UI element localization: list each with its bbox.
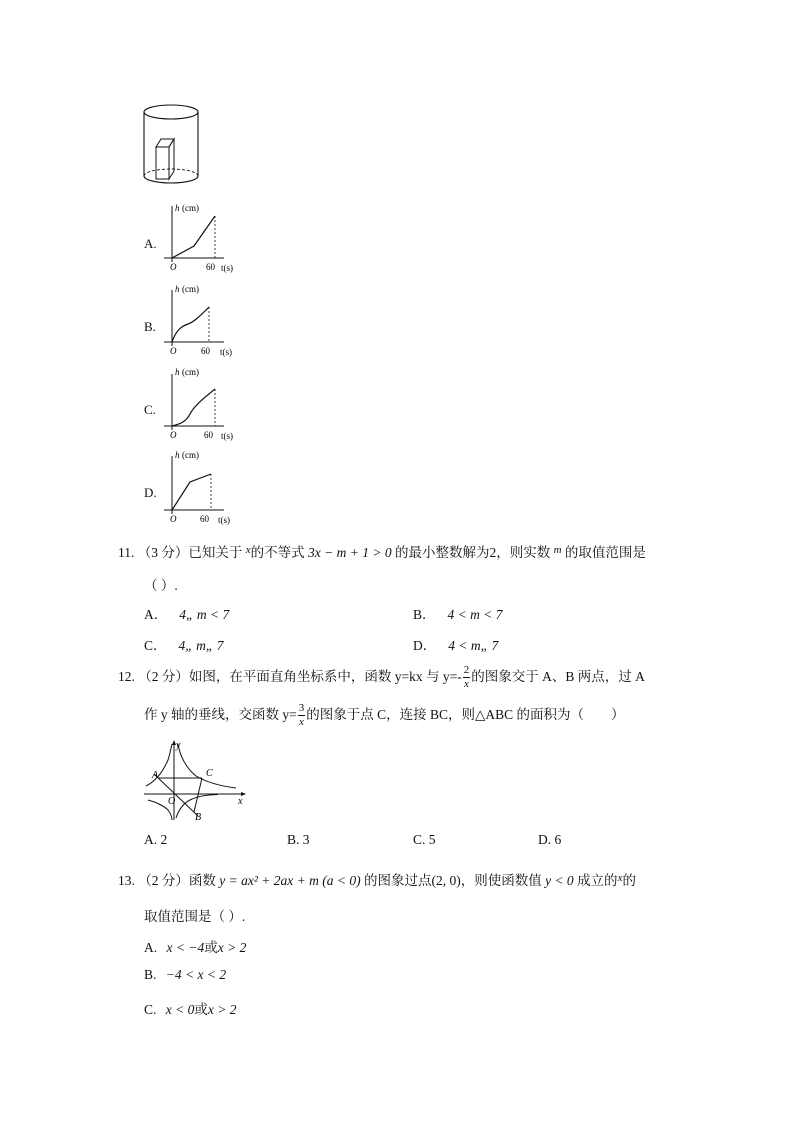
origin-label: O <box>170 262 177 272</box>
question-score: （2 分） <box>138 669 189 684</box>
option-label: A． <box>144 607 168 622</box>
fig-point-b: B <box>195 812 202 823</box>
q13-text: 成立的 <box>577 873 618 888</box>
option-join: 或 <box>204 940 218 955</box>
option-expr: x < 0 <box>165 1002 195 1017</box>
option-expr: x < −4 <box>166 940 205 955</box>
axis-h-unit: (cm) <box>182 203 199 213</box>
fig-point-a: A <box>152 770 159 781</box>
question-number: 12. <box>118 669 135 684</box>
option-label: C． <box>144 638 167 653</box>
axis-h-unit: (cm) <box>182 367 199 377</box>
axis-t: t(s) <box>221 263 233 273</box>
cylinder-figure <box>138 100 204 190</box>
option-expr: 4„ m < 7 <box>179 607 230 622</box>
q12-text: 的图象交于 A、B 两点，过 A <box>471 669 645 684</box>
inequality: 3x − m + 1 > 0 <box>308 545 392 560</box>
q11-text: 已知关于 <box>188 545 243 560</box>
option-label: B. <box>144 967 157 982</box>
q11-value: 2 <box>489 545 497 560</box>
option-label: A. <box>144 940 158 955</box>
q11-option-a[interactable] <box>144 603 229 623</box>
q12-text: 如图，在平面直角坐标系中，函数 y=kx 与 y=- <box>188 669 462 684</box>
point-expr: (2, 0) <box>431 873 461 888</box>
q10-option-d-label[interactable]: D. <box>144 485 157 500</box>
question-number: 11. <box>118 545 135 560</box>
function-expr: y = ax² + 2ax + m (a < 0) <box>219 873 361 888</box>
option-label: C. <box>144 1002 157 1017</box>
var-x: x <box>617 872 623 884</box>
fraction-3-over-x: $\frac{3}{x}$ <box>298 702 305 729</box>
q13-text: 的图象过点 <box>363 873 432 888</box>
q13-stem-line2: 取值范围是（ ）. <box>144 909 246 924</box>
axis-h: h <box>175 203 180 213</box>
q10-option-a-graph <box>160 198 240 276</box>
fig-y-label: y <box>176 740 181 751</box>
option-expr: 4„ m„ 7 <box>178 638 224 653</box>
q13-option-a[interactable] <box>144 936 246 956</box>
q10-option-b-graph <box>160 282 240 360</box>
q10-option-c-graph <box>160 364 240 444</box>
q10-option-a-label[interactable]: A. <box>144 236 157 251</box>
axis-h-unit: (cm) <box>182 450 199 460</box>
axis-t: t(s) <box>220 347 232 357</box>
var-x: x <box>245 544 251 556</box>
option-expr: 4 < m < 7 <box>447 607 503 622</box>
axis-h: h <box>175 450 180 460</box>
q13-text: 函数 <box>188 873 216 888</box>
option-expr: 4 < m„ 7 <box>448 638 499 653</box>
tick-60: 60 <box>204 430 213 440</box>
q12-option-d[interactable]: D. 6 <box>538 832 562 847</box>
origin-label: O <box>170 346 177 356</box>
fig-x-label: x <box>238 796 243 807</box>
q12-text: 的图象于点 C，连接 BC，则△ABC 的面积为（ ） <box>306 707 625 722</box>
question-score: （2 分） <box>138 873 189 888</box>
option-label: D． <box>413 638 437 653</box>
var-m: m <box>553 544 562 556</box>
question-number: 13. <box>118 873 135 888</box>
q12-option-b[interactable]: B. 3 <box>287 832 310 847</box>
q12-figure <box>140 738 250 823</box>
option-join: 或 <box>194 1002 208 1017</box>
origin-label: O <box>170 514 177 524</box>
q10-option-c-label[interactable]: C. <box>144 402 156 417</box>
axis-t: t(s) <box>218 515 230 525</box>
fig-point-c: C <box>206 768 213 779</box>
tick-60: 60 <box>201 346 210 356</box>
q11-text: 的最小整数解为 <box>394 545 490 560</box>
q13-option-b[interactable] <box>144 967 226 983</box>
option-expr: x > 2 <box>217 940 247 955</box>
q11-text: 的取值范围是 <box>564 545 646 560</box>
q11-option-b[interactable] <box>413 603 503 623</box>
q13-option-c[interactable] <box>144 998 236 1018</box>
axis-h: h <box>175 367 180 377</box>
q10-option-b-label[interactable]: B. <box>144 319 156 334</box>
option-expr: −4 < x < 2 <box>165 967 227 982</box>
q12-option-a[interactable]: A. 2 <box>144 832 168 847</box>
q11-option-d[interactable] <box>413 634 498 654</box>
q13-stem-line1 <box>118 869 636 889</box>
origin-label: O <box>170 430 177 440</box>
axis-h: h <box>175 284 180 294</box>
q11-stem-line2: （ ）. <box>144 578 178 593</box>
tick-60: 60 <box>206 262 215 272</box>
condition-expr: y < 0 <box>545 873 574 888</box>
q13-text: 的 <box>622 873 636 888</box>
fraction-2-over-x: $\frac{2}{x}$ <box>463 664 470 691</box>
q12-stem-line2 <box>144 703 625 728</box>
fig-origin-label: O <box>168 796 176 807</box>
question-score: （3 分） <box>137 545 189 560</box>
q11-option-c[interactable] <box>144 634 224 654</box>
q12-stem-line1 <box>118 665 645 690</box>
q11-text: 的不等式 <box>250 545 305 560</box>
q10-option-d-graph <box>160 448 240 528</box>
q13-text: ，则使函数值 <box>460 873 542 888</box>
q12-text: 作 y 轴的垂线，交函数 y= <box>144 707 297 722</box>
q11-text: ，则实数 <box>496 545 551 560</box>
option-label: B． <box>413 607 436 622</box>
option-expr: x > 2 <box>207 1002 237 1017</box>
q12-option-c[interactable]: C. 5 <box>413 832 436 847</box>
axis-h-unit: (cm) <box>182 284 199 294</box>
tick-60: 60 <box>200 514 209 524</box>
q11-stem-line1 <box>118 541 646 561</box>
axis-t: t(s) <box>221 431 233 441</box>
